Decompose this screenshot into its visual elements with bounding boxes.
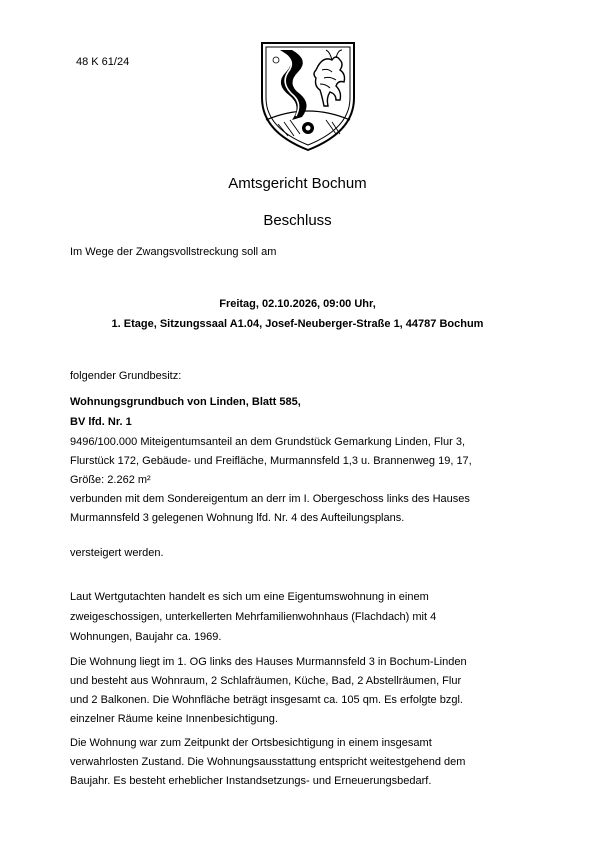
appraisal-line: Die Wohnung war zum Zeitpunkt der Ortsbesichtigung in einem insgesamt [70,737,432,749]
property-description-line: Größe: 2.262 m² [70,474,151,486]
appraisal-line: einzelner Räume keine Innenbesichtigung. [70,713,278,725]
appraisal-line: Laut Wertgutachten handelt es sich um eine Eigentumswohnung in einem [70,591,429,603]
appraisal-line: Baujahr. Es besteht erheblicher Instandsetzungs- und Erneuerungsbedarf. [70,775,432,787]
file-reference: 48 K 61/24 [76,56,130,68]
closing-text: versteigert werden. [70,547,164,559]
appraisal-line: Wohnungen, Baujahr ca. 1969. [70,631,222,643]
property-register: Wohnungsgrundbuch von Linden, Blatt 585, [70,396,301,408]
property-description-line: verbunden mit dem Sondereigentum an derr im I. Obergeschoss links des Hauses [70,493,470,505]
property-description-line: Flurstück 172, Gebäude- und Freifläche, Murmannsfeld 1,3 u. Brannenweg 19, 17, [70,455,472,467]
intro-text: Im Wege der Zwangsvollstreckung soll am [70,246,277,258]
appointment-date: Freitag, 02.10.2026, 09:00 Uhr, [219,298,376,310]
property-description-line: 9496/100.000 Miteigentumsanteil an dem Grundstück Gemarkung Linden, Flur 3, [70,436,466,448]
appointment-location: 1. Etage, Sitzungssaal A1.04, Josef-Neuberger-Straße 1, 44787 Bochum [111,318,484,330]
appraisal-line: Die Wohnung liegt im 1. OG links des Hauses Murmannsfeld 3 in Bochum-Linden [70,656,467,668]
document-title: Beschluss [263,212,332,229]
appraisal-line: verwahrlosten Zustand. Die Wohnungsausstattung entspricht weitestgehend dem [70,756,466,768]
appraisal-line: und besteht aus Wohnraum, 2 Schlafräumen, Küche, Bad, 2 Abstellräumen, Flur [70,675,462,687]
property-item: BV lfd. Nr. 1 [70,416,132,428]
appraisal-line: und 2 Balkonen. Die Wohnfläche beträgt insgesamt ca. 105 qm. Es erfolgte bzgl. [70,694,463,706]
property-intro: folgender Grundbesitz: [70,370,182,382]
court-name: Amtsgericht Bochum [228,175,367,192]
property-description-line: Murmannsfeld 3 gelegenen Wohnung lfd. Nr. 4 des Aufteilungsplans. [70,512,405,524]
coat-of-arms-icon [258,40,358,152]
appraisal-line: zweigeschossigen, unterkellerten Mehrfamilienwohnhaus (Flachdach) mit 4 [70,611,437,623]
